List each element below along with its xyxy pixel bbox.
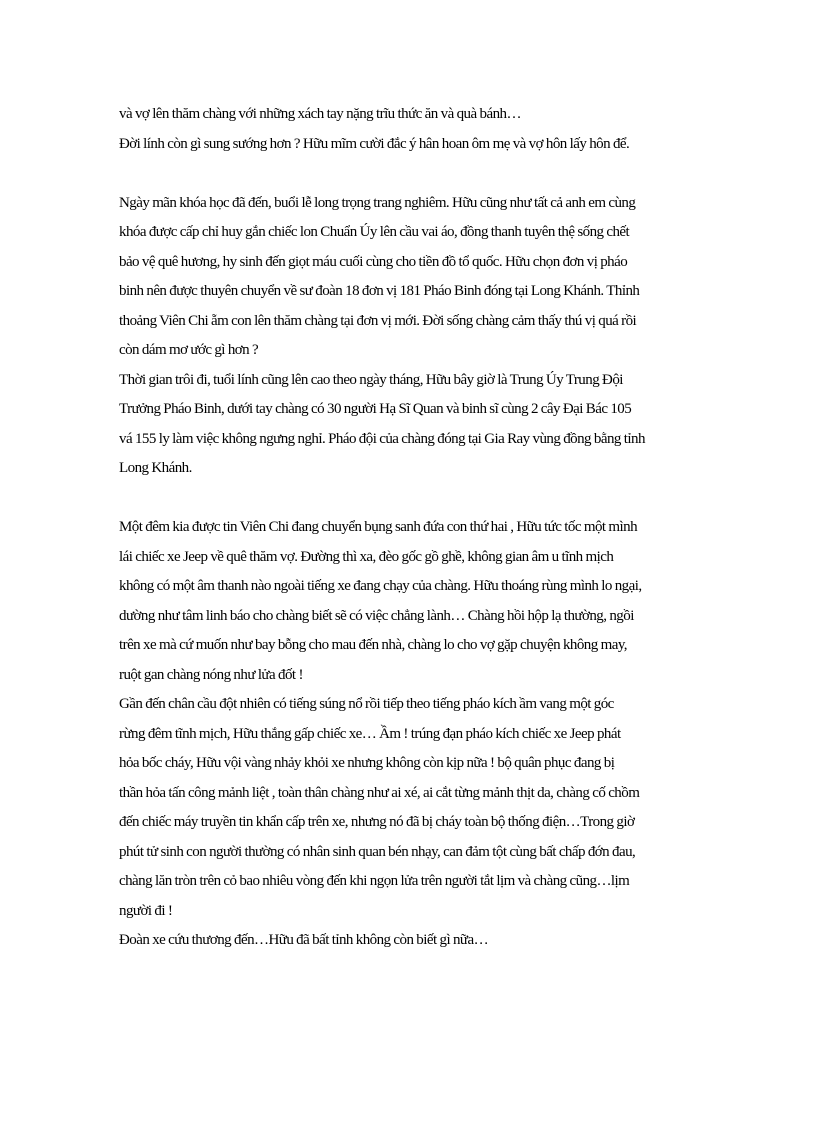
text-line: Đoàn xe cứu thương đến…Hữu đã bất tỉnh không còn biết gì nữa… <box>119 932 489 948</box>
text-line: thoảng Viên Chi ẵm con lên thăm chàng tại đơn vị mới. Đời sống chàng cảm thấy thú vị quá rồi <box>119 312 637 329</box>
text-line: dường như tâm linh báo cho chàng biết sẽ có việc chẳng lành… Chàng hồi hộp lạ thường, ngồi <box>119 607 634 624</box>
document-page <box>119 100 719 956</box>
text-line: hỏa bốc cháy, Hữu vội vàng nhảy khỏi xe nhưng không còn kịp nữa ! bộ quân phục đang bị <box>119 755 615 771</box>
text-line: binh nên được thuyên chuyển về sư đoàn 18 đơn vị 181 Pháo Binh đóng tại Long Khánh. Thỉnh <box>119 283 640 299</box>
text-line: chàng lăn tròn trên cỏ bao nhiêu vòng đến khi ngọn lửa trên người tắt lịm và chàng cũng…lịm <box>119 873 630 889</box>
text-line: Ngày mãn khóa học đã đến, buổi lễ long trọng trang nghiêm. Hữu cũng như tất cả anh em cùng <box>119 194 636 211</box>
text-line: Một đêm kia được tin Viên Chi đang chuyển bụng sanh đứa con thứ hai , Hữu tức tốc một mình <box>119 519 638 535</box>
text-line: vá 155 ly làm việc không ngưng nghỉ. Pháo đội của chàng đóng tại Gia Ray vùng đồng bằng tỉnh <box>119 430 645 447</box>
text-line: ruột gan chàng nóng như lửa đốt ! <box>119 666 303 683</box>
text-line: lái chiếc xe Jeep về quê thăm vợ. Đường thì xa, đèo gốc gồ ghề, không gian âm u tĩnh mịch <box>119 548 614 565</box>
paragraph-break <box>119 159 719 189</box>
paragraph-break <box>119 484 719 514</box>
text-line: và vợ lên thăm chàng với những xách tay nặng trĩu thức ăn và quà bánh… <box>119 106 521 122</box>
text-line: phút tử sinh con người thường có nhân sinh quan bén nhạy, can đảm tột cùng bất chấp đớn đau, <box>119 843 636 860</box>
text-line: đến chiếc máy truyền tin khẩn cấp trên xe, nhưng nó đã bị cháy toàn bộ thống điện…Trong giờ <box>119 814 635 830</box>
text-line: người đi ! <box>119 902 173 919</box>
text-line: Đời lính còn gì sung sướng hơn ? Hữu mĩm cười đắc ý hân hoan ôm mẹ và vợ hôn lấy hôn để. <box>119 135 630 152</box>
text-line: còn dám mơ ước gì hơn ? <box>119 342 259 358</box>
text-line: rừng đêm tĩnh mịch, Hữu thắng gấp chiếc xe… Ầm ! trúng đạn pháo kích chiếc xe Jeep phát <box>119 725 621 742</box>
text-line: trên xe mà cứ muốn như bay bỗng cho mau đến nhà, chàng lo cho vợ gặp chuyện không may, <box>119 637 627 653</box>
text-line: không có một âm thanh nào ngoài tiếng xe đang chạy của chàng. Hữu thoáng rùng mình lo ngại, <box>119 578 642 594</box>
text-line: khóa được cấp chỉ huy gắn chiếc lon Chuẩn Úy lên cầu vai áo, đồng thanh tuyên thệ sống chết <box>119 224 630 240</box>
text-line: Long Khánh. <box>119 460 192 476</box>
text-line: Thời gian trôi đi, tuổi lính cũng lên cao theo ngày tháng, Hữu bây giờ là Trung Úy Trung Đội <box>119 371 623 388</box>
text-line: bảo vệ quê hương, hy sinh đến giọt máu cuối cùng cho tiền đồ tổ quốc. Hữu chọn đơn vị pháo <box>119 253 628 270</box>
text-line: thần hỏa tấn công mảnh liệt , toàn thân chàng như ai xé, ai cắt từng mảnh thịt da, chàng cố chồm <box>119 784 640 801</box>
text-line: Trưởng Pháo Binh, dưới tay chàng có 30 người Hạ Sĩ Quan và binh sĩ cùng 2 cây Đại Bác 105 <box>119 401 632 417</box>
text-line: Gần đến chân cầu đột nhiên có tiếng súng nổ rồi tiếp theo tiếng pháo kích ầm vang một góc <box>119 696 614 712</box>
